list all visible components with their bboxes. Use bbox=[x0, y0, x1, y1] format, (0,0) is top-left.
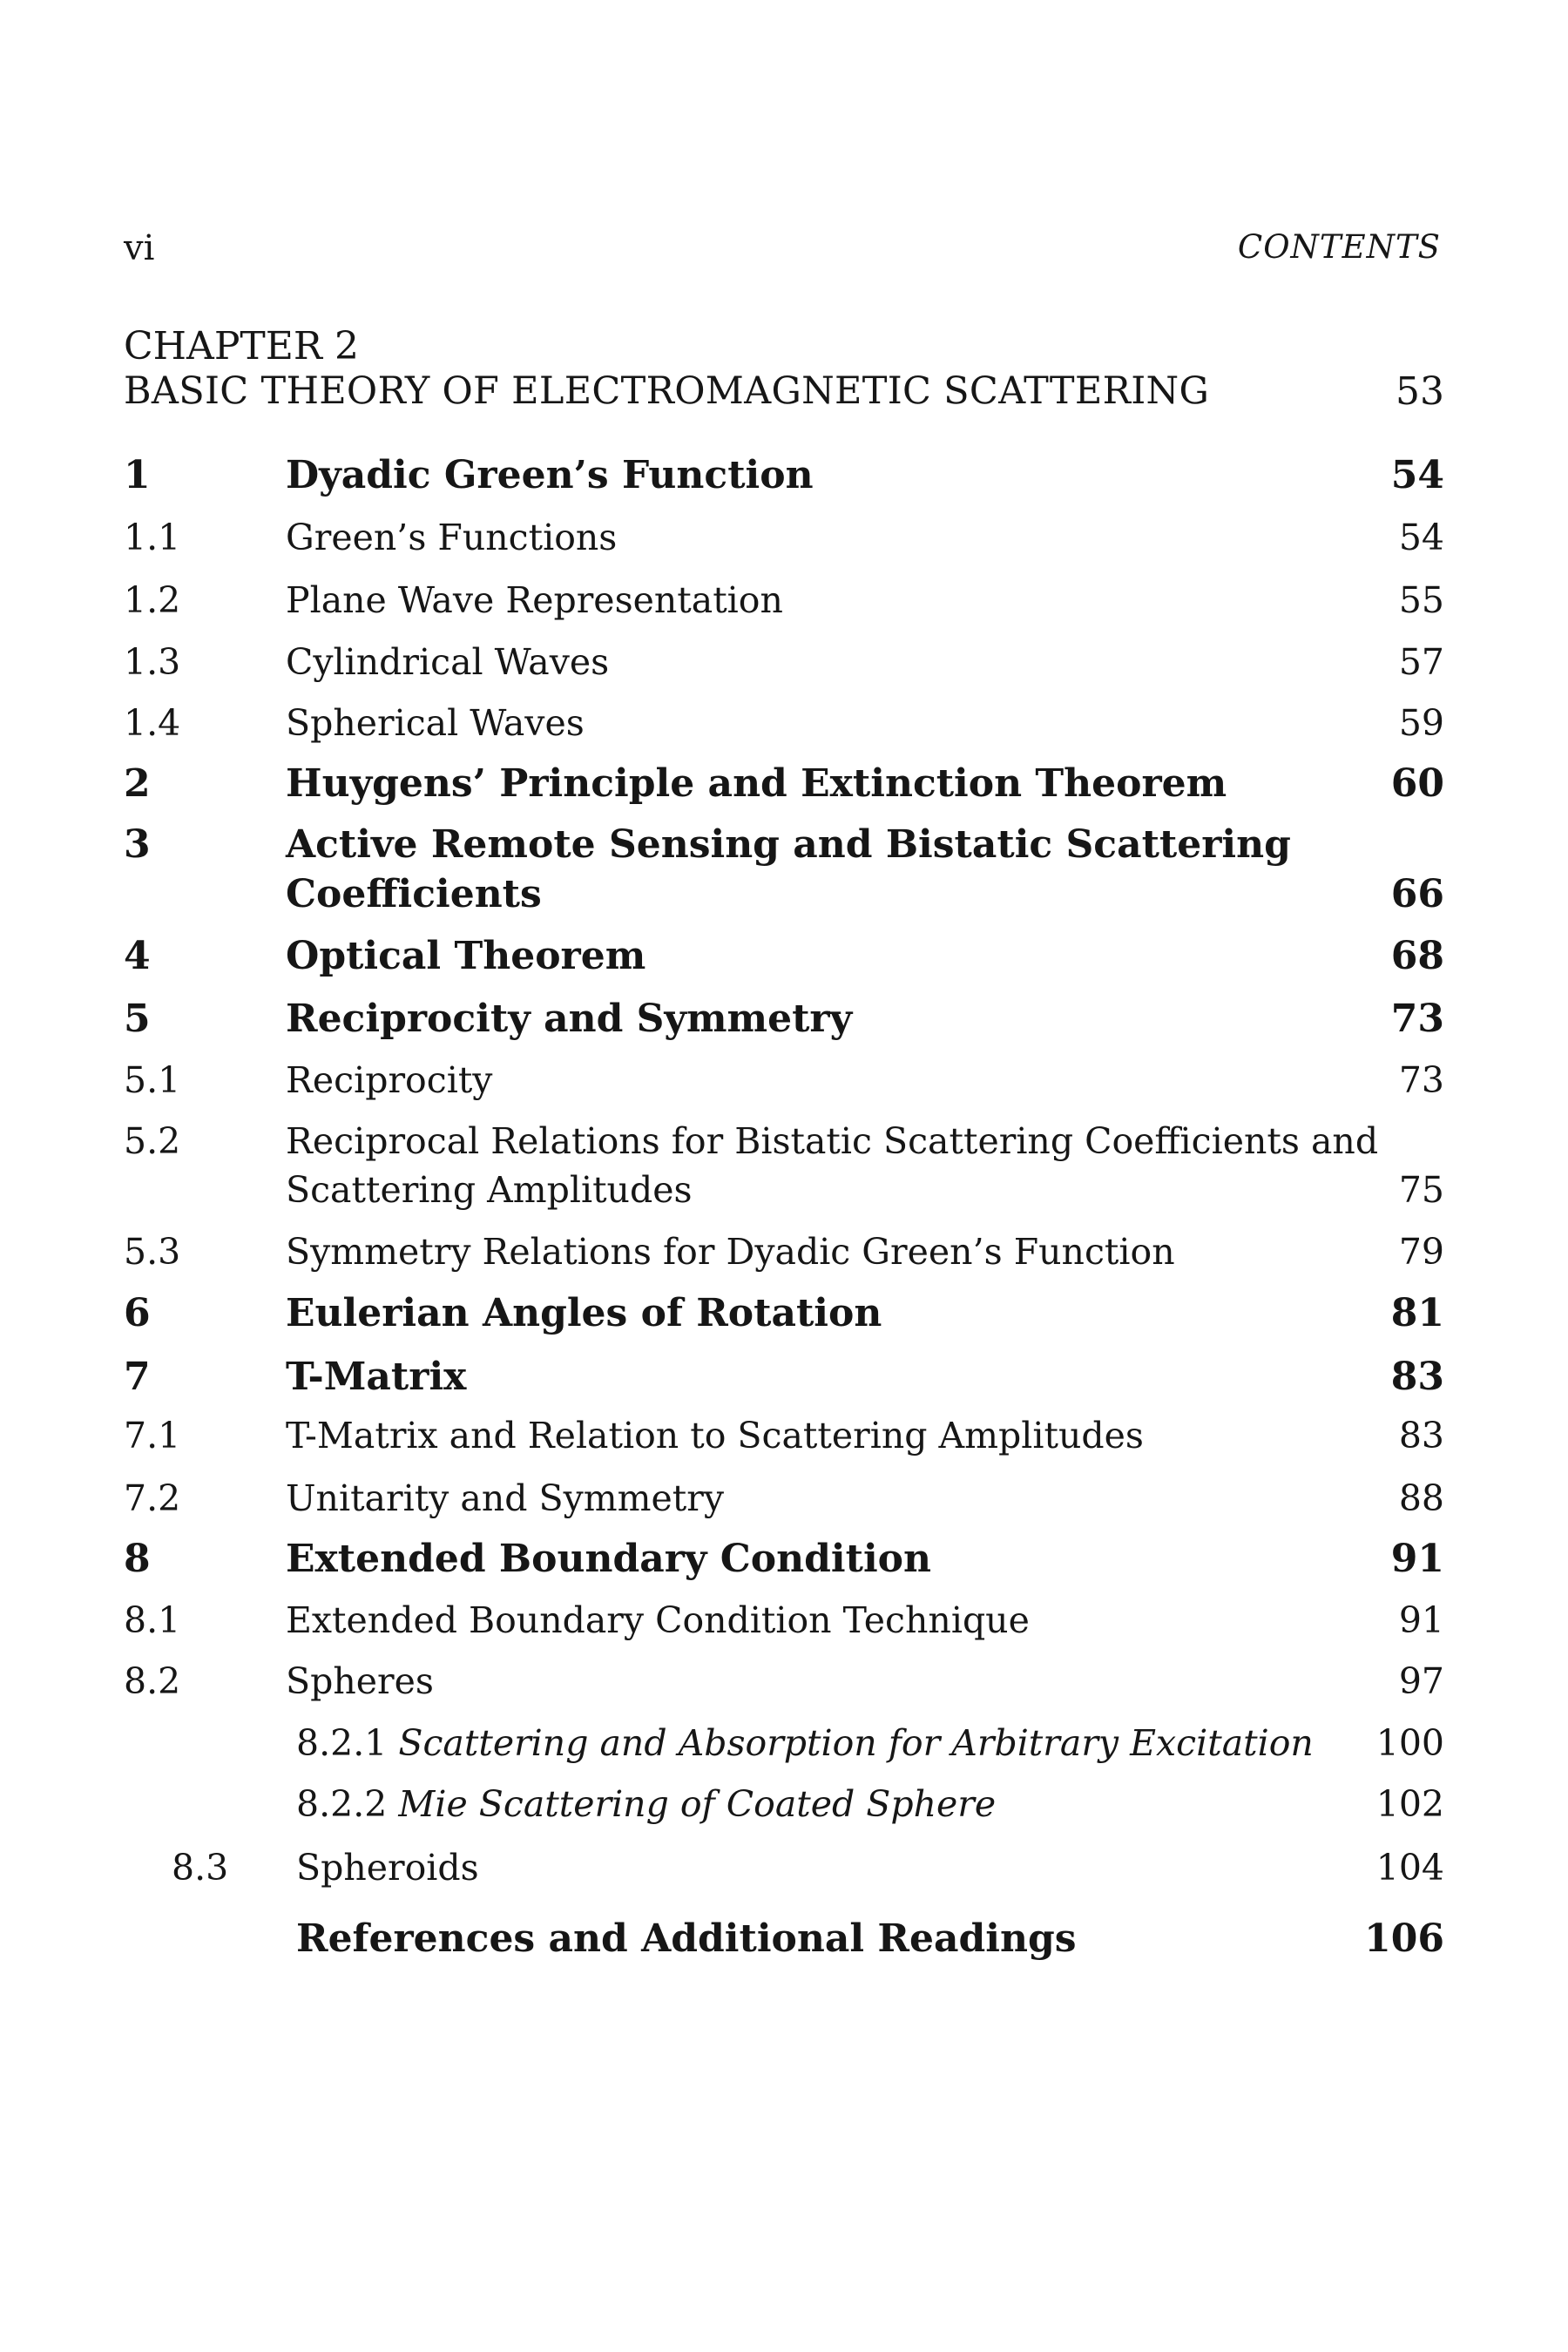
section-page: 81 bbox=[1390, 1291, 1444, 1335]
section-page: 79 bbox=[1398, 1231, 1444, 1273]
section-page: 102 bbox=[1375, 1783, 1444, 1825]
section-number: 6 bbox=[124, 1291, 151, 1335]
section-number: 5.1 bbox=[124, 1059, 181, 1101]
section-number: 2 bbox=[124, 761, 151, 806]
section-number: 5 bbox=[124, 997, 151, 1041]
section-page: 66 bbox=[1390, 872, 1444, 916]
section-title-line2: Coefficients bbox=[286, 872, 542, 916]
section-page: 104 bbox=[1375, 1847, 1444, 1889]
section-number: 1.3 bbox=[124, 641, 181, 683]
section-title: Green’s Functions bbox=[286, 517, 618, 558]
section-title: Optical Theorem bbox=[286, 934, 646, 978]
section-title: Reciprocity bbox=[286, 1059, 493, 1101]
section-number: 4 bbox=[124, 934, 151, 978]
chapter-label: CHAPTER 2 bbox=[124, 324, 359, 368]
section-number: 8.1 bbox=[124, 1599, 181, 1641]
section-number: 7 bbox=[124, 1355, 151, 1399]
section-title: Reciprocity and Symmetry bbox=[286, 997, 853, 1041]
section-page: 97 bbox=[1398, 1660, 1444, 1702]
subsubsection-number: 8.2.2 bbox=[296, 1783, 388, 1825]
subsubsection-number: 8.2.1 bbox=[296, 1722, 388, 1764]
section-title: Dyadic Green’s Function bbox=[286, 453, 814, 497]
page-number: vi bbox=[124, 228, 155, 268]
section-title: Spheres bbox=[286, 1660, 434, 1702]
section-title: Active Remote Sensing and Bistatic Scattering bbox=[286, 822, 1291, 867]
section-title: Extended Boundary Condition Technique bbox=[286, 1599, 1030, 1641]
section-page: 60 bbox=[1390, 761, 1444, 806]
section-number: 8.3 bbox=[172, 1847, 229, 1889]
section-page: 73 bbox=[1390, 997, 1444, 1041]
chapter-title: BASIC THEORY OF ELECTROMAGNETIC SCATTERING bbox=[124, 369, 1210, 413]
section-title: Symmetry Relations for Dyadic Green’s Function bbox=[286, 1231, 1175, 1273]
subsubsection-title bbox=[296, 1722, 1314, 1764]
chapter-page: 53 bbox=[1396, 369, 1444, 414]
section-page: 91 bbox=[1390, 1537, 1444, 1581]
section-title: T-Matrix bbox=[286, 1355, 467, 1399]
section-title: Spheroids bbox=[296, 1847, 479, 1889]
section-title-line2: Scattering Amplitudes bbox=[286, 1169, 693, 1211]
section-page: 68 bbox=[1390, 934, 1444, 978]
section-page: 73 bbox=[1398, 1059, 1444, 1101]
references-page: 106 bbox=[1364, 1916, 1444, 1961]
section-title: Eulerian Angles of Rotation bbox=[286, 1291, 882, 1335]
section-page: 57 bbox=[1398, 641, 1444, 683]
section-page: 54 bbox=[1398, 517, 1444, 558]
section-title: Plane Wave Representation bbox=[286, 579, 783, 621]
section-title: Spherical Waves bbox=[286, 702, 585, 744]
section-number: 1.2 bbox=[124, 579, 181, 621]
running-title: CONTENTS bbox=[1237, 228, 1441, 266]
section-title: Cylindrical Waves bbox=[286, 641, 610, 683]
section-page: 88 bbox=[1398, 1477, 1444, 1519]
section-number: 3 bbox=[124, 822, 151, 867]
section-number: 7.2 bbox=[124, 1477, 181, 1519]
section-number: 8.2 bbox=[124, 1660, 181, 1702]
section-page: 100 bbox=[1375, 1722, 1444, 1764]
subsubsection-text: Mie Scattering of Coated Sphere bbox=[398, 1783, 997, 1825]
section-page: 59 bbox=[1398, 702, 1444, 744]
section-number: 8 bbox=[124, 1537, 151, 1581]
section-title: Unitarity and Symmetry bbox=[286, 1477, 725, 1519]
subsubsection-title bbox=[296, 1783, 1307, 1825]
subsubsection-text: Scattering and Absorption for Arbitrary Excitation bbox=[398, 1722, 1314, 1764]
section-title: Extended Boundary Condition bbox=[286, 1537, 931, 1581]
references-title: References and Additional Readings bbox=[296, 1916, 1077, 1961]
section-number: 1.1 bbox=[124, 517, 181, 558]
section-page: 75 bbox=[1398, 1169, 1444, 1211]
section-title: Reciprocal Relations for Bistatic Scattering Coefficients and bbox=[286, 1120, 1379, 1162]
section-page: 55 bbox=[1398, 579, 1444, 621]
section-title: T-Matrix and Relation to Scattering Amplitudes bbox=[286, 1415, 1144, 1456]
section-page: 54 bbox=[1390, 453, 1444, 497]
section-title: Huygens’ Principle and Extinction Theorem bbox=[286, 761, 1227, 806]
section-number: 5.2 bbox=[124, 1120, 181, 1162]
section-page: 91 bbox=[1398, 1599, 1444, 1641]
section-number: 5.3 bbox=[124, 1231, 181, 1273]
section-number: 7.1 bbox=[124, 1415, 181, 1456]
section-number: 1 bbox=[124, 453, 151, 497]
section-page: 83 bbox=[1390, 1355, 1444, 1399]
section-page: 83 bbox=[1398, 1415, 1444, 1456]
section-number: 1.4 bbox=[124, 702, 181, 744]
